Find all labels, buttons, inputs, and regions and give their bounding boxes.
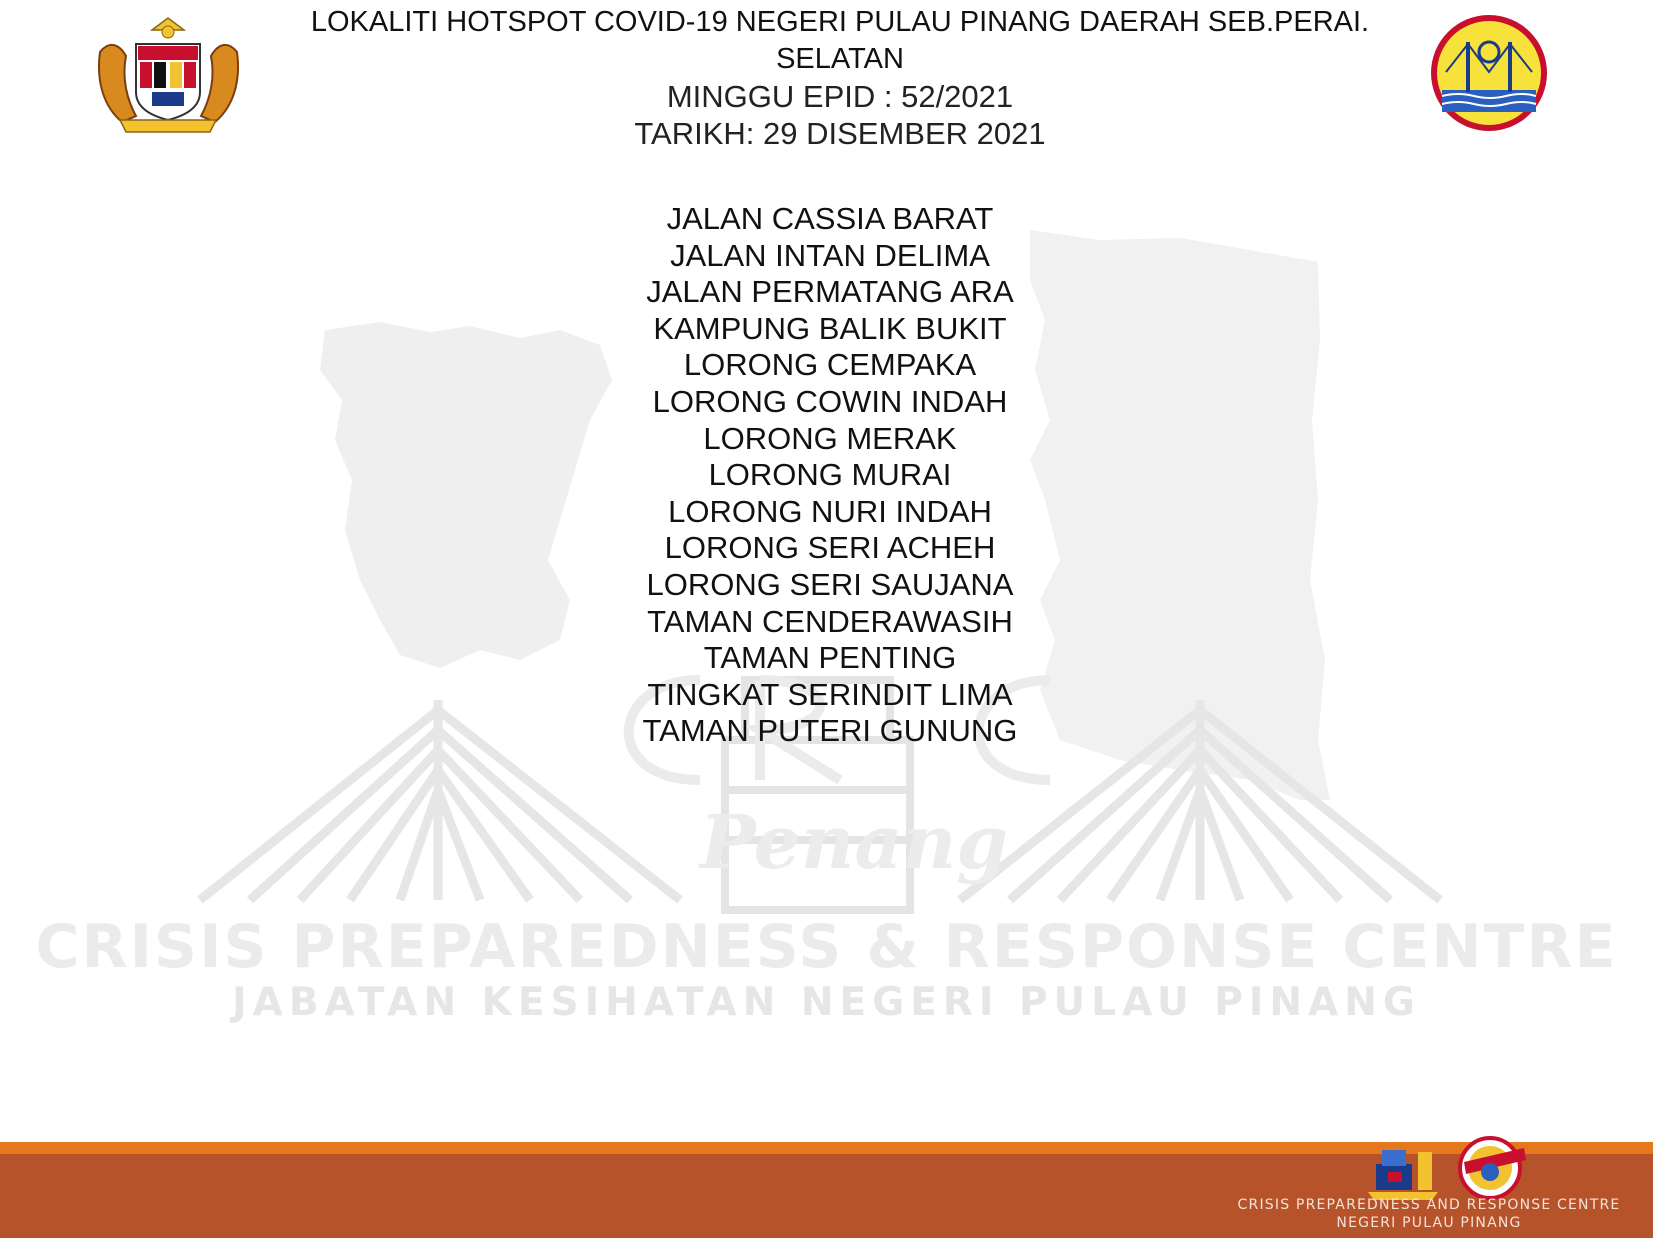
list-item: LORONG CEMPAKA	[683, 347, 977, 383]
list-item: JALAN PERMATANG ARA	[646, 274, 1014, 310]
list-item: KAMPUNG BALIK BUKIT	[653, 310, 1007, 346]
watermark-subtitle: JABATAN KESIHATAN NEGERI PULAU PINANG	[232, 980, 1421, 1025]
title-line-2: SELATAN	[776, 43, 904, 75]
epid-week: MINGGU EPID : 52/2021	[666, 79, 1014, 114]
footer-organization-text	[1219, 1196, 1639, 1232]
list-item: LORONG SERI SAUJANA	[646, 566, 1014, 602]
list-item: LORONG COWIN INDAH	[652, 383, 1008, 419]
list-item: LORONG NURI INDAH	[668, 493, 992, 529]
footer-line-1: CRISIS PREPAREDNESS AND RESPONSE CENTRE	[1237, 1197, 1621, 1213]
page-header	[250, 0, 1430, 152]
list-item: TAMAN PENTING	[703, 640, 957, 676]
list-item: JALAN CASSIA BARAT	[666, 201, 994, 236]
island-silhouette	[320, 322, 612, 668]
report-date: TARIKH: 29 DISEMBER 2021	[634, 116, 1046, 151]
penang-state-emblem-logo	[1428, 12, 1550, 134]
penang-lawan-covid-logo	[1460, 1138, 1526, 1198]
hotspot-locality-list	[580, 201, 1080, 750]
list-item: TAMAN PUTERI GUNUNG	[642, 713, 1018, 749]
list-item: JALAN INTAN DELIMA	[670, 237, 990, 273]
list-item: LORONG SERI ACHEH	[664, 530, 996, 566]
footer-line-2: NEGERI PULAU PINANG	[1336, 1215, 1522, 1231]
cprc-logo	[1368, 1150, 1438, 1200]
footer-logos	[1368, 1132, 1538, 1202]
title-line-1: LOKALITI HOTSPOT COVID-19 NEGERI PULAU PINANG DAERAH SEB.PERAI.	[310, 6, 1370, 38]
page-title	[250, 4, 1430, 78]
list-item: LORONG MERAK	[703, 420, 957, 456]
list-item: TAMAN CENDERAWASIH	[647, 603, 1013, 639]
malaysia-coat-of-arms-logo	[92, 12, 245, 134]
watermark-title: CRISIS PREPAREDNESS & RESPONSE CENTRE	[35, 912, 1618, 982]
list-item: TINGKAT SERINDIT LIMA	[647, 676, 1013, 712]
list-item: LORONG MURAI	[708, 457, 952, 493]
watermark-script-text: Penang	[700, 800, 1009, 886]
